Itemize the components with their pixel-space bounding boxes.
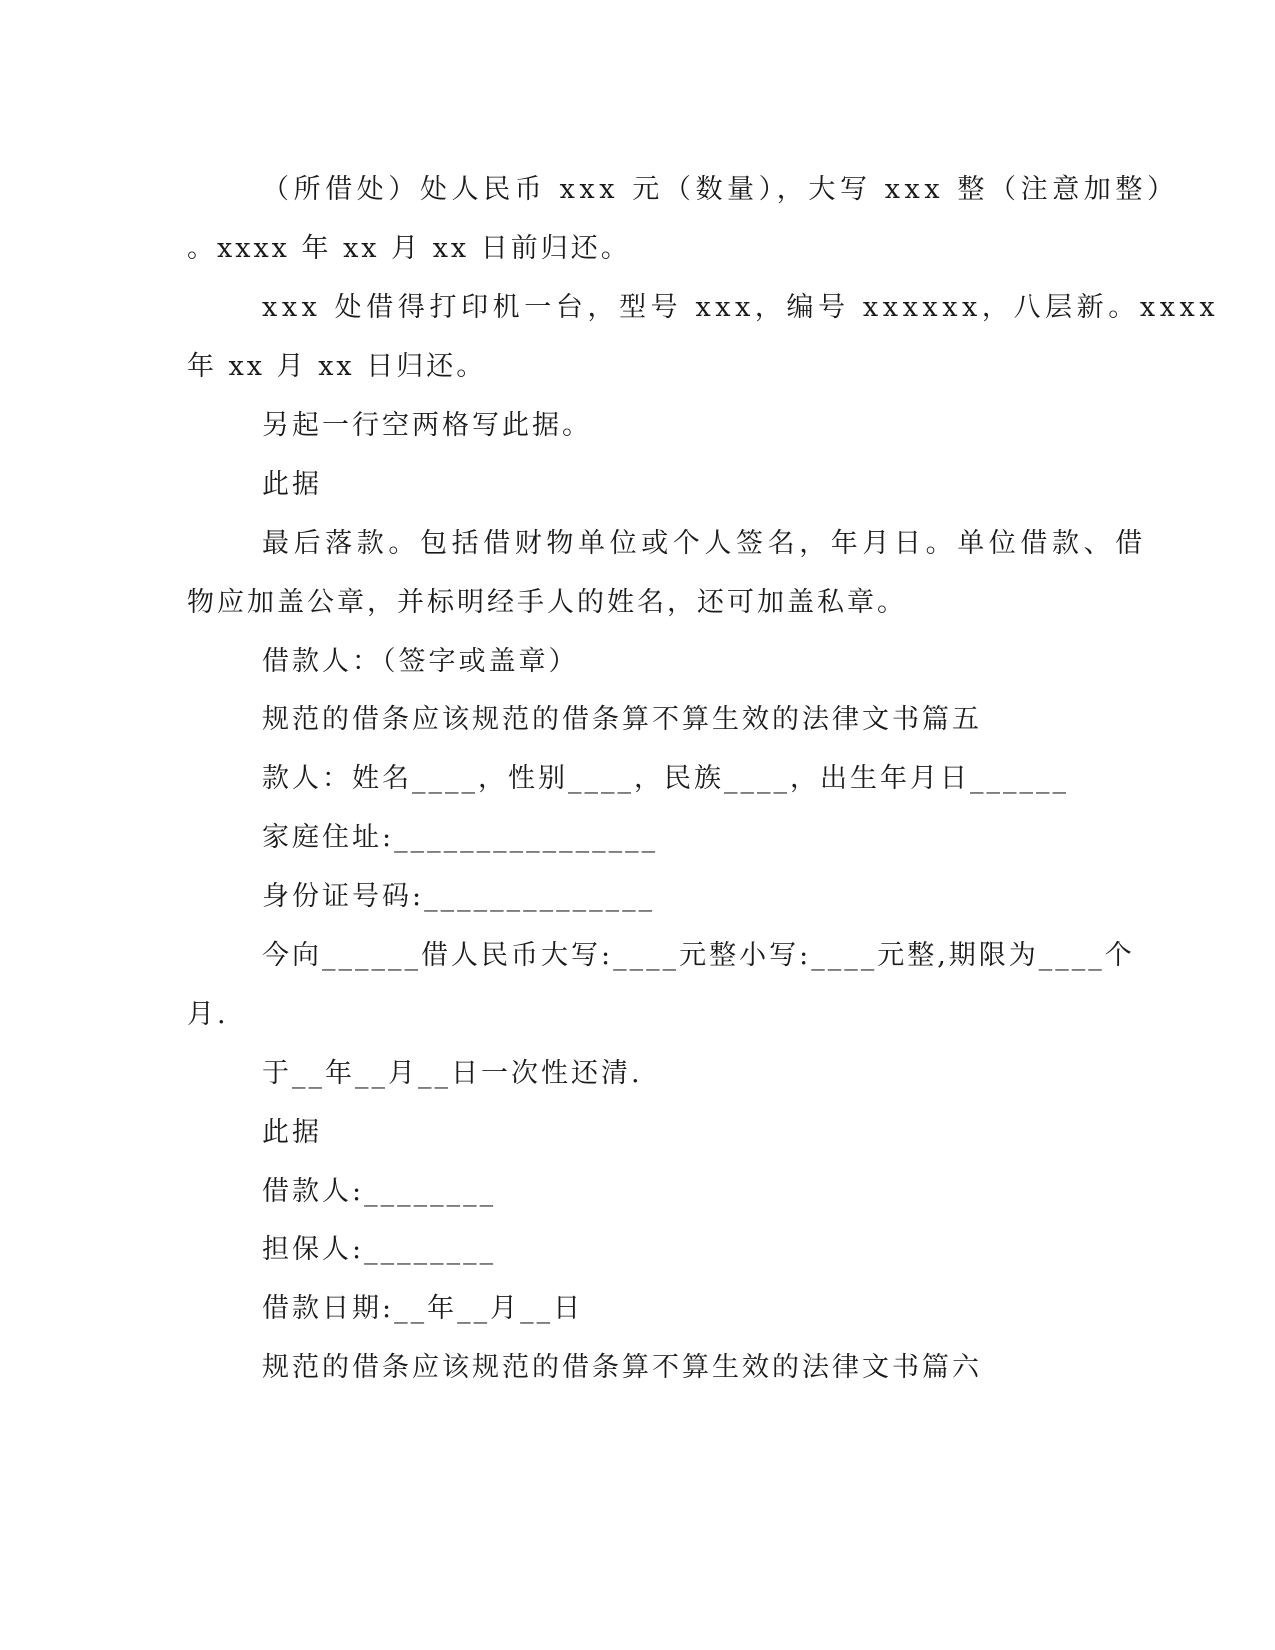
paragraph-line: 最后落款。包括借财物单位或个人签名，年月日。单位借款、借 (262, 528, 1147, 559)
section-heading: 规范的借条应该规范的借条算不算生效的法律文书篇五 (262, 704, 982, 735)
form-line: 月. (187, 999, 229, 1030)
paragraph-line: 另起一行空两格写此据。 (262, 410, 592, 441)
paragraph-line: xxx 处借得打印机一台，型号 xxx，编号 xxxxxx，八层新。xxxx (262, 292, 1220, 323)
form-line: 借款人:________ (262, 1176, 497, 1207)
form-line: 借款日期:__年__月__日 (262, 1293, 584, 1324)
form-line: 担保人:________ (262, 1234, 497, 1265)
form-line: 款人：姓名____，性别____，民族____，出生年月日______ (262, 763, 1069, 794)
form-line: 家庭住址:________________ (262, 822, 659, 853)
paragraph-line: （所借处）处人民币 xxx 元（数量），大写 xxx 整（注意加整） (262, 174, 1179, 205)
form-line: 身份证号码:______________ (262, 881, 656, 912)
paragraph-line: 。xxxx 年 xx 月 xx 日前归还。 (187, 233, 631, 264)
form-line: 于__年__月__日一次性还清. (262, 1058, 643, 1089)
paragraph-line: 物应加盖公章，并标明经手人的姓名，还可加盖私章。 (187, 587, 907, 618)
paragraph-line: 借款人：（签字或盖章） (262, 646, 579, 677)
section-heading: 规范的借条应该规范的借条算不算生效的法律文书篇六 (262, 1352, 982, 1383)
paragraph-line: 年 xx 月 xx 日归还。 (187, 351, 487, 382)
paragraph-line: 此据 (262, 1117, 322, 1148)
paragraph-line: 此据 (262, 469, 322, 500)
form-line: 今向______借人民币大写:____元整小写:____元整,期限为____个 (262, 940, 1135, 971)
